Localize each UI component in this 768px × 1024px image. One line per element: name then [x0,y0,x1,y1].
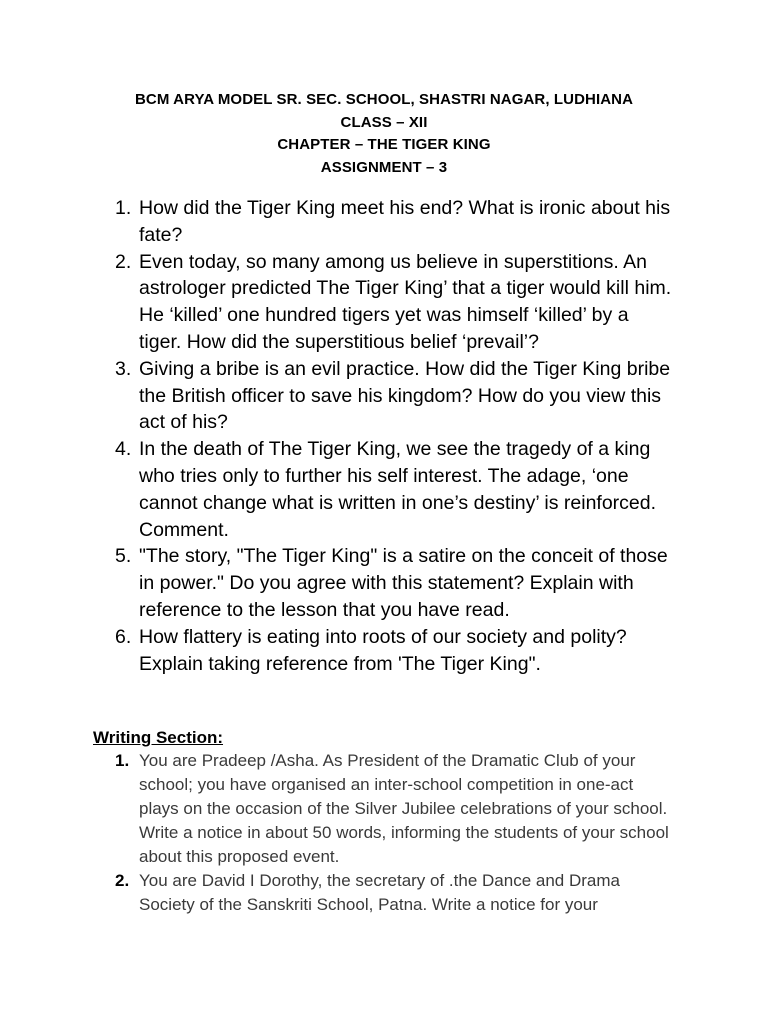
question-number: 5. [115,545,132,568]
writing-task-item [115,869,675,917]
question-text: In the death of The Tiger King, we see the tragedy of a king who tries only to further his self interest. The adage, ‘one cannot change what is written in one’s destiny’ is reinforced. Comment. [139,438,657,541]
writing-task-number: 1. [115,751,130,770]
question-text: Giving a bribe is an evil practice. How did the Tiger King bribe the British officer to save his kingdom? How do you view this act of his? [139,357,671,434]
question-number: 6. [115,625,132,648]
writing-section-heading: Writing Section: [93,728,224,747]
question-text: How did the Tiger King meet his end? What is ironic about his fate? [139,197,671,246]
question-item [115,356,675,436]
writing-task-text: You are Pradeep /Asha. As President of the Dramatic Club of your school; you have organised an inter-school competition in one-act plays on the occasion of the Silver Jubilee celebrations of your school. Write a notice in about 50 words, informing the students of your school about this proposed event. [139,751,669,866]
school-name: BCM ARYA MODEL SR. SEC. SCHOOL, SHASTRI NAGAR, LUDHIANA [134,91,634,108]
writing-task-number: 2. [115,871,130,890]
question-number: 3. [115,357,132,380]
writing-task-item [115,749,675,869]
question-item [115,624,675,678]
assignment-title: ASSIGNMENT – 3 [320,158,448,176]
writing-task-list [115,749,675,917]
question-list [115,195,675,677]
chapter-title: CHAPTER – THE TIGER KING [277,136,491,153]
question-number: 4. [115,438,132,461]
question-number: 1. [115,197,132,219]
document-header [0,89,768,179]
question-item [115,543,675,623]
question-text: Even today, so many among us believe in superstitions. An astrologer predicted The Tiger King’ that a tiger would kill him. He ‘killed’ one hundred tigers yet was himself ‘killed’ by a tiger. How did the superstitious belief ‘prevail’? [139,250,672,353]
question-item [115,436,675,543]
question-text: "The story, "The Tiger King" is a satire on the conceit of those in power." Do you agree with this statement? Explain with reference to the lesson that you have read. [139,545,668,621]
question-number: 2. [115,250,132,273]
class-label: CLASS – XII [340,113,428,131]
question-item [115,249,675,356]
question-text: How flattery is eating into roots of our society and polity? Explain taking reference from 'The Tiger King". [139,625,627,675]
writing-task-text: You are David I Dorothy, the secretary of .the Dance and Drama Society of the Sanskriti School, Patna. Write a notice for your [139,871,620,914]
question-item [115,195,675,249]
